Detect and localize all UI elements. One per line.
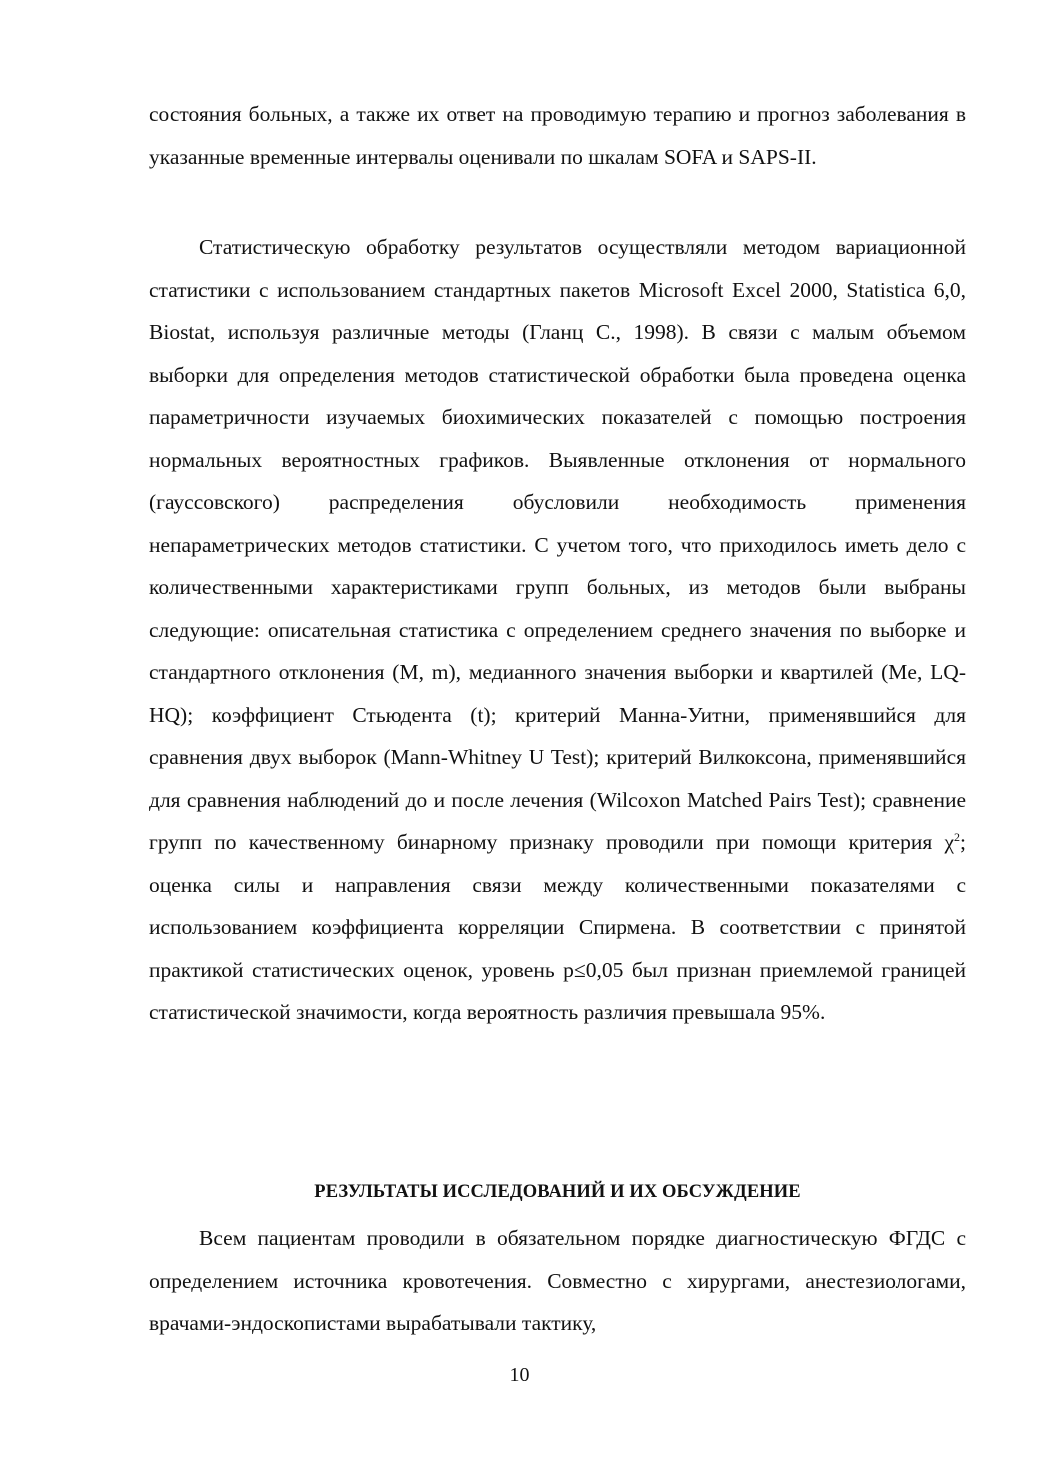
chi-letter: χ <box>944 830 955 854</box>
section-heading-results: РЕЗУЛЬТАТЫ ИССЛЕДОВАНИЙ И ИХ ОБСУЖДЕНИЕ <box>314 1182 801 1202</box>
page-number: 10 <box>509 1364 530 1386</box>
chi-superscript: 2 <box>954 829 961 844</box>
paragraph-statistics-methods-tail: ; оценка силы и направления связи между количественными показателями с использованием коэффициента корреляции Спирмена. В соответствии с принятой практикой статистических оценок, уровень p≤0,05 был признан приемлемой границей статистической значимости, когда вероятность различия превышала 95%. <box>149 830 967 1024</box>
paragraph-statistics-methods <box>149 226 966 1034</box>
paragraph-statistics-methods-text: Статистическую обработку результатов осуществляли методом вариационной статистики с использованием стандартных пакетов Microsoft Excel 2000, Statistica 6,0, Biostat, используя различные методы (Гланц С., 1998). В связи с малым объемом выборки для определения методов статистической обработки была проведена оценка параметричности изучаемых биохимических показателей с помощью построения нормальных вероятностных графиков. Выявленные отклонения от нормального (гауссовского) распределения обусловили необходимость применения непараметрических методов статистики. С учетом того, что приходилось иметь дело с количественными характеристиками групп больных, из методов были выбраны следующие: описательная статистика с определением среднего значения по выборке и стандартного отклонения (M, m), медианного значения выборки и квартилей (Me, LQ-HQ); коэффициент Стьюдента (t); критерий Манна-Уитни, применявшийся для сравнения двух выборок (Mann-Whitney U Test); критерий Вилкоксона, применявшийся для сравнения наблюдений до и после лечения (Wilcoxon Matched Pairs Test); сравнение групп по качественному бинарному признаку проводили при помощи критерия <box>149 235 966 854</box>
paragraph-scoring-scales: состояния больных, а также их ответ на проводимую терапию и прогноз заболевания в указанные временные интервалы оценивали по шкалам SOFA и SAPS-II. <box>149 102 966 169</box>
chi-square-symbol <box>944 830 960 854</box>
paragraph-results-intro: Всем пациентам проводили в обязательном порядке диагностическую ФГДС с определением источника кровотечения. Совместно с хирургами, анестезиологами, врачами-эндоскопистами вырабатывали тактику, <box>149 1226 966 1335</box>
